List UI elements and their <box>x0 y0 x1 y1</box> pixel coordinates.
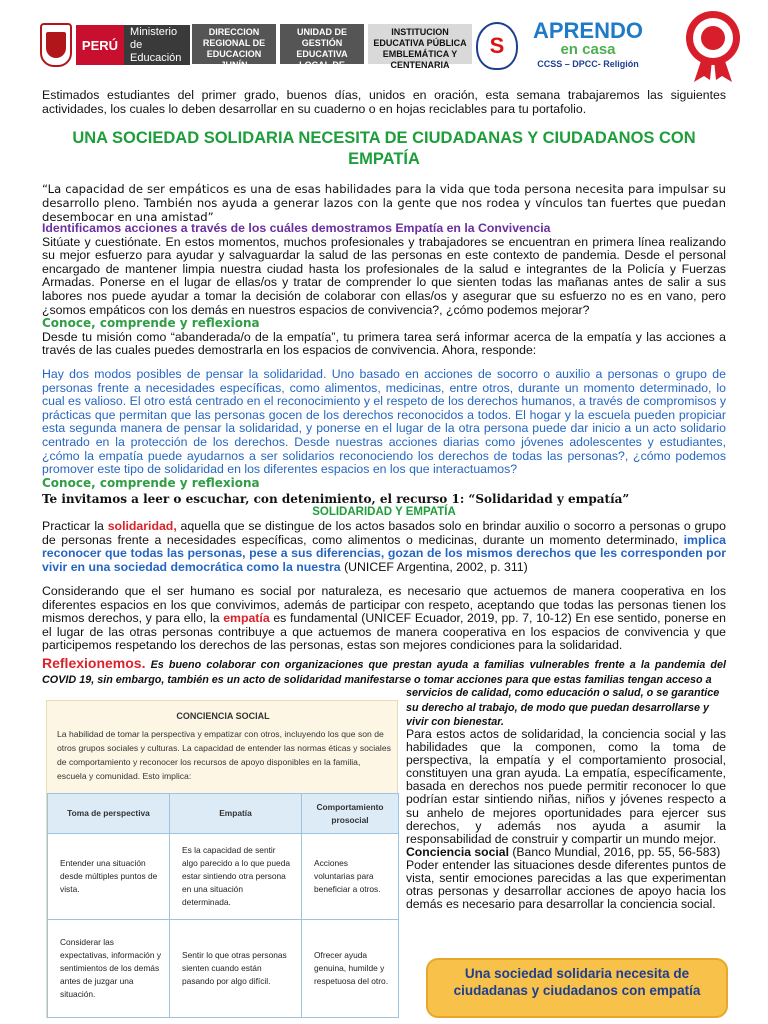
intro-paragraph: Estimados estudiantes del primer grado, buenos días, unidos en oración, esta semana trabajaremos las siguientes actividades, los cuales lo deben desarrollar en su cuaderno o en hojas reciclables para tu portafolio. <box>42 88 726 116</box>
header-toma-perspectiva: Toma de perspectiva <box>48 794 170 834</box>
ministry-logo <box>40 22 190 68</box>
table-cell: Entender una situación desde múltiples puntos de vista. <box>48 834 170 920</box>
dre-box: DIRECCION REGIONAL DE EDUCACION JUNÍN <box>192 24 276 64</box>
conciencia-social-table <box>47 793 399 1018</box>
conciencia-citation <box>406 846 726 859</box>
section-identificamos <box>42 222 726 358</box>
table-row <box>48 834 399 920</box>
table-header-row <box>48 794 399 834</box>
reflexionemos-text: Es bueno colaborar con organizaciones que prestan ayuda a familias vulnerables frente a la pandemia del COVID 19, sin embargo, también es un acto de solidaridad manifestarse o tomar acciones para que estas familias tengan acceso a <box>42 659 726 686</box>
conoce-heading-2: Conoce, comprende y reflexiona <box>42 476 260 490</box>
reflexionemos-continuation: servicios de calidad, como educación o salud, o se garantice su derecho al trabajo, de modo que puedan desarrollarse y vivir con bienestar. <box>406 687 720 728</box>
table-cell: Ofrecer ayuda genuina, humilde y respetuosa del otro. <box>302 920 399 1018</box>
ministry-name <box>124 25 190 65</box>
cockade-icon <box>680 8 746 82</box>
section-recurso <box>42 477 726 506</box>
practicar-c: aquella que se distingue de los actos basados solo en brindar auxilio o socorro a personas o grupo de personas frente a necesidades específicas, como alimentos o medicinas, durante un momento determinado, <box>42 519 726 547</box>
page-title: UNA SOCIEDAD SOLIDARIA NECESITA DE CIUDADANAS Y CIUDADANOS CON EMPATÍA <box>72 129 696 168</box>
situate-paragraph: Sitúate y cuestiónate. En estos momentos, muchos profesionales y trabajadores se encuentran en primera línea realizando su mejor esfuerzo para ayudar y salvaguardar la salud de las personas en este contexto de pandemia. Desde el personal encargado de mantener limpia nuestra ciudad hasta los profesionales de la salud e integrantes de la Policía y Fuerzas Armadas. Ponerse en el lugar de ellas/os y tratar de comprender lo que sienten todas las mañanas antes de salir a sus labores nos puede ayudar a tomar la decisión de colaborar con ellas/os y asegurar que su esfuerzo no es en vano, pero ¿somos empáticos con los demás en nuestros espacios de convivencia?, ¿cómo podemos mejorar? <box>42 234 726 317</box>
conciencia-paragraph: Para estos actos de solidaridad, la conciencia social y las habilidades que la componen, como la toma de perspectiva, la empatía y el comportamiento prosocial, constituyen una gran ayuda. La empatía, específicamente, basada en derechos nos puede permitir reconocer lo que podrían estar sintiendo niñas, niños y jóvenes respecto a su anhelo de mejores oportunidades para ejercer sus derechos, y además nos ayuda a asumir la responsabilidad de construir y compartir un mundo mejor. <box>406 727 726 846</box>
considerando-c: es fundamental (UNICEF Ecuador, 2019, pp. 7, 10-12) En ese sentido, ponerse en el lugar de las otras personas contribuye a que actuemos de manera cooperativa en los espacios de convivencia y que participemos respetando los derechos de las personas, estas son mejores condiciones para la solidaridad. <box>42 611 726 653</box>
peru-label: PERÚ <box>76 25 124 65</box>
page-header <box>0 0 768 88</box>
conoce-heading-1: Conoce, comprende y reflexiona <box>42 316 260 331</box>
conciencia-social-panel <box>46 700 398 1018</box>
table-row <box>48 920 399 1018</box>
practicar-highlight: implica reconocer que todas las personas, pese a sus diferencias, gozan de los mismos derechos que les corresponden por vivir en una sociedad democrática como la nuestra <box>42 532 726 574</box>
solidarity-blue-paragraph: Hay dos modos posibles de pensar la solidaridad. Uno basado en acciones de socorro o auxilio a personas o grupo de personas frente a necesidades específicas, como alimentos, medicinas, entre otros, durante un momento determinado, lo cual es valioso. El otro está centrado en el reconocimiento y el respeto de los derechos humanos, a través de compromisos y prácticas que permitan que las personas gocen de los derechos reconocidos a todos. El hogar y la escuela pueden propiciar esta segunda manera de pensar la solidaridad, y ponerse en el lugar de la otra persona puede dar inicio a un acto solidario centrado en la protección de los derechos. Desde nuestras acciones diarias como jóvenes adolescentes y estudiantes, ¿cómo la empatía puede ayudarnos a ser solidarios reconociendo los derechos de todas las personas?, ¿cómo podemos promover este tipo de solidaridad en los diferentes espacios en los que interactuamos? <box>42 367 726 477</box>
practicar-citation: (UNICEF Argentina, 2002, p. 311) <box>340 559 528 574</box>
aprendo-en-casa-logo <box>530 20 646 76</box>
header-empatia: Empatía <box>170 794 302 834</box>
right-column <box>406 728 726 911</box>
course-subline: CCSS – DPCC- Religión <box>537 59 639 69</box>
school-crest-icon: S <box>476 22 518 70</box>
panel-description: La habilidad de tomar la perspectiva y empatizar con otros, incluyendo los que son de otros grupos sociales y culturas. La capacidad de entender las normas éticas y sociales de comportamiento y reconocer los recursos de apoyo disponibles en la familia, escuela y comunidad. Esto implica: <box>57 729 391 781</box>
practicar-paragraph <box>42 520 726 574</box>
considerando-a: Considerando que el ser humano es social por naturaleza, es necesario que actuemos de manera cooperativa en los diferentes espacios en los que convivimos, además de participar con respeto, aceptando que todas las personas tienen los mismos derechos, y para ello, la <box>42 584 726 626</box>
institution-box: INSTITUCION EDUCATIVA PÚBLICA EMBLEMÁTICA Y CENTENARIA <box>368 24 472 64</box>
invitamos-line: Te invitamos a leer o escuchar, con detenimiento, el recurso 1: “Solidaridad y empatía” <box>42 491 630 506</box>
solidaridad-empatia-subtitle: SOLIDARIDAD Y EMPATÍA <box>312 506 456 518</box>
coat-of-arms-icon <box>40 23 72 67</box>
table-cell: Sentir lo que otras personas sienten cuando están pasando por algo difícil. <box>170 920 302 1018</box>
practicar-solidaridad: solidaridad, <box>107 519 177 533</box>
conciencia-social-label: Conciencia social <box>406 844 509 859</box>
reflexionemos-paragraph <box>42 656 726 687</box>
table-cell: Es la capacidad de sentir algo parecido a lo que pueda estar sintiendo otra persona en una situación determinada. <box>170 834 302 920</box>
entender-paragraph: Poder entender las situaciones desde diferentes puntos de vista, sentir emociones parecidas a las que experimentan otras personas y desarrollar acciones de apoyo hacia los demás es necesario para desarrollar la conciencia social. <box>406 857 726 912</box>
en-casa-label: en casa <box>560 41 616 58</box>
identificamos-heading: Identificamos acciones a través de los cuáles demostramos Empatía en la Convivencia <box>42 221 551 235</box>
empathy-quote: “La capacidad de ser empáticos es una de esas habilidades para la vida que toda persona necesita para impulsar su desarrollo pleno. También nos ayuda a generar lazos con la gente que nos rodea y vínculos tan fuertes que puedan desembocar en una amistad” <box>42 182 726 224</box>
considerando-empatia: empatía <box>223 611 270 626</box>
conciencia-source: (Banco Mundial, 2016, pp. 55, 56-583) <box>508 844 721 859</box>
mision-paragraph: Desde tu misión como “abanderada/o de la empatía”, tu primera tarea será informar acerca de la empatía y las acciones a través de las cuales puedes demostrarla en los espacios de convivencia. Ahora, responde: <box>42 329 726 358</box>
reflexionemos-label: Reflexionemos. <box>42 655 146 671</box>
ministry-line-2: de Educación <box>130 38 182 64</box>
ministry-line-1: Ministerio <box>130 25 178 38</box>
aprendo-label: APRENDO <box>532 18 643 43</box>
considerando-paragraph <box>42 585 726 653</box>
table-cell: Acciones voluntarias para beneficiar a otros. <box>302 834 399 920</box>
practicar-a: Practicar la <box>42 519 108 533</box>
header-prosocial: Comportamiento prosocial <box>302 794 399 834</box>
ugel-box: UNIDAD DE GESTIÓN EDUCATIVA LOCAL DE <box>280 24 364 64</box>
panel-title: CONCIENCIA SOCIAL <box>176 711 270 721</box>
table-cell: Considerar las expectativas, información y sentimientos de los demás antes de juzgar una situación. <box>48 920 170 1018</box>
bottom-banner: Una sociedad solidaria necesita de ciudadanas y ciudadanos con empatía <box>426 958 728 1018</box>
